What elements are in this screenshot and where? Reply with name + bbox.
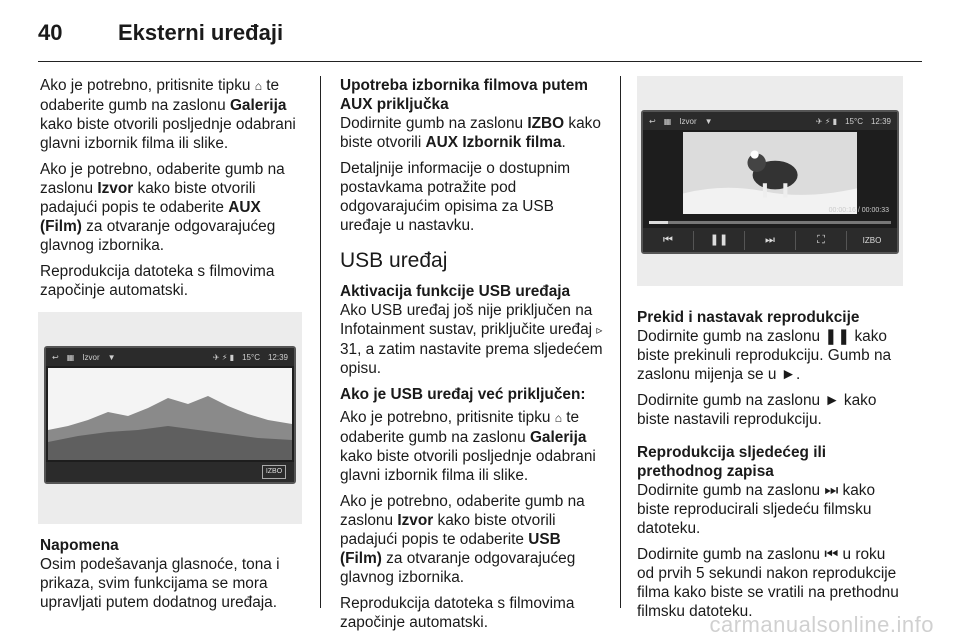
paragraph: Detaljnije informacije o dostupnim postavkama potražite pod odgovarajućim opisima za USB uređaje u nastavku. bbox=[340, 160, 571, 234]
paragraph: Ako je potrebno, pritisnite tipku ⌂ te odaberite gumb na zaslonu Galerija kako biste otvorili posljednje odabrani glavni izbornik filma ili slike. bbox=[340, 409, 596, 484]
temperature: 15°C bbox=[845, 116, 863, 126]
reference-arrow-icon: ▹ bbox=[596, 323, 603, 337]
temperature: 15°C bbox=[242, 352, 260, 362]
paragraph: Dodirnite gumb na zaslonu ► kako biste nastavili reprodukciju. bbox=[637, 392, 877, 428]
paragraph: Ako je potrebno, odaberite gumb na zaslonu Izvor kako biste otvorili padajući popis te odaberite USB (Film) za otvaranje odgovarajućeg glavnog izbornika. bbox=[340, 493, 585, 586]
page-number: 40 bbox=[38, 20, 63, 45]
media-icon: ▦ bbox=[663, 116, 672, 126]
izbo-button[interactable]: IZBO bbox=[262, 465, 286, 479]
media-icon: ▦ bbox=[66, 352, 75, 362]
back-icon: ↩ bbox=[52, 352, 59, 362]
section-heading: Ako je USB uređaj već priključen: bbox=[340, 386, 586, 403]
chevron-down-icon: ▼ bbox=[704, 116, 713, 126]
progress-bar[interactable] bbox=[649, 221, 891, 224]
source-label: Izvor bbox=[82, 352, 100, 362]
source-label: Izvor bbox=[679, 116, 697, 126]
fullscreen-icon: ⛶ bbox=[817, 233, 825, 246]
screen-bottombar bbox=[46, 462, 294, 482]
note-title: Napomena bbox=[40, 537, 119, 554]
screen-topbar bbox=[46, 348, 294, 366]
playback-controls bbox=[643, 228, 897, 252]
timecode: 00:00:16 / 00:00:33 bbox=[828, 207, 889, 214]
play-icon: ► bbox=[780, 366, 796, 383]
column-divider bbox=[620, 76, 621, 608]
section-title: USB uređaj bbox=[340, 249, 448, 272]
previous-track-icon: ⏮ bbox=[663, 233, 673, 246]
column-3 bbox=[637, 76, 903, 628]
status-icons: ✈ ⚡ ▮ bbox=[212, 352, 235, 362]
play-icon: ► bbox=[824, 392, 840, 409]
paragraph: Reprodukcija datoteka s filmovima započinje automatski. bbox=[340, 595, 575, 631]
paragraph: Ako je potrebno, pritisnite tipku ⌂ te odaberite gumb na zaslonu Galerija kako biste otvorili posljednje odabrani glavni izbornik filma ili slike. bbox=[40, 77, 296, 152]
header-rule bbox=[38, 61, 922, 62]
pause-icon: ❚❚ bbox=[709, 233, 729, 246]
section-heading: Reprodukcija sljedećeg ili prethodnog zapisa bbox=[637, 444, 827, 480]
page-header bbox=[38, 18, 283, 48]
mountain-image bbox=[48, 368, 292, 460]
chapter-title: Eksterni uređaji bbox=[118, 20, 284, 45]
section-heading: Aktivacija funkcije USB uređaja bbox=[340, 283, 571, 300]
paragraph: Ako USB uređaj još nije priključen na Infotainment sustav, priključite uređaj ▹ 31, a zatim nastavite prema sljedećem opisu. bbox=[340, 302, 603, 377]
paragraph: Dodirnite gumb na zaslonu ❚❚ kako biste prekinuli reprodukciju. Gumb na zaslonu mijenja se u ►. bbox=[637, 328, 892, 383]
next-track-icon: ⏭ bbox=[824, 482, 839, 499]
back-icon: ↩ bbox=[649, 116, 656, 126]
infotainment-screen bbox=[641, 110, 899, 254]
watermark: carmanualsonline.info bbox=[709, 612, 934, 637]
page-reference-link[interactable]: 31 bbox=[340, 341, 358, 358]
progress-fill bbox=[649, 221, 668, 224]
paragraph: Reprodukcija datoteka s filmovima započinje automatski. bbox=[40, 263, 275, 299]
fullscreen-button[interactable] bbox=[796, 231, 847, 250]
next-button[interactable] bbox=[745, 231, 796, 250]
next-track-icon: ⏭ bbox=[765, 233, 775, 246]
previous-track-icon: ⏮ bbox=[824, 546, 839, 563]
pause-icon: ❚❚ bbox=[824, 328, 851, 345]
figure-aux-screen bbox=[38, 312, 302, 524]
home-icon: ⌂ bbox=[254, 79, 262, 93]
home-icon: ⌂ bbox=[554, 411, 562, 425]
paragraph: Ako je potrebno, odaberite gumb na zaslonu Izvor kako biste otvorili padajući popis te odaberite AUX (Film) za otvaranje odgovarajućeg glavnog izbornika. bbox=[40, 161, 285, 254]
paragraph: Dodirnite gumb na zaslonu IZBO kako biste otvorili AUX Izbornik filma. bbox=[340, 115, 601, 151]
pause-button[interactable] bbox=[694, 231, 745, 250]
note-text: Osim podešavanja glasnoće, tona i prikaza, svim funkcijama se mora upravljati putem dodatnog uređaja. bbox=[40, 556, 280, 611]
column-2 bbox=[340, 76, 604, 639]
section-heading: Upotreba izbornika filmova putem AUX priključka bbox=[340, 77, 588, 113]
izbo-button[interactable]: IZBO bbox=[862, 235, 882, 245]
previous-button[interactable] bbox=[643, 231, 694, 250]
clock: 12:39 bbox=[870, 116, 891, 126]
column-1 bbox=[40, 76, 302, 619]
figure-usb-screen bbox=[637, 76, 903, 286]
paragraph: Dodirnite gumb na zaslonu ⏮ u roku od prvih 5 sekundi nakon reprodukcije filma kako biste se vratili na prethodnu filmsku datoteku. bbox=[637, 546, 899, 620]
section-heading: Prekid i nastavak reprodukcije bbox=[637, 309, 860, 326]
chevron-down-icon: ▼ bbox=[107, 352, 116, 362]
clock: 12:39 bbox=[267, 352, 288, 362]
column-divider bbox=[320, 76, 321, 608]
paragraph: Dodirnite gumb na zaslonu ⏭ kako biste reproducirali sljedeću filmsku datoteku. bbox=[637, 482, 876, 537]
video-scene bbox=[48, 368, 292, 460]
status-icons: ✈ ⚡ ▮ bbox=[815, 116, 838, 126]
infotainment-screen bbox=[44, 346, 296, 484]
screen-topbar bbox=[643, 112, 897, 130]
